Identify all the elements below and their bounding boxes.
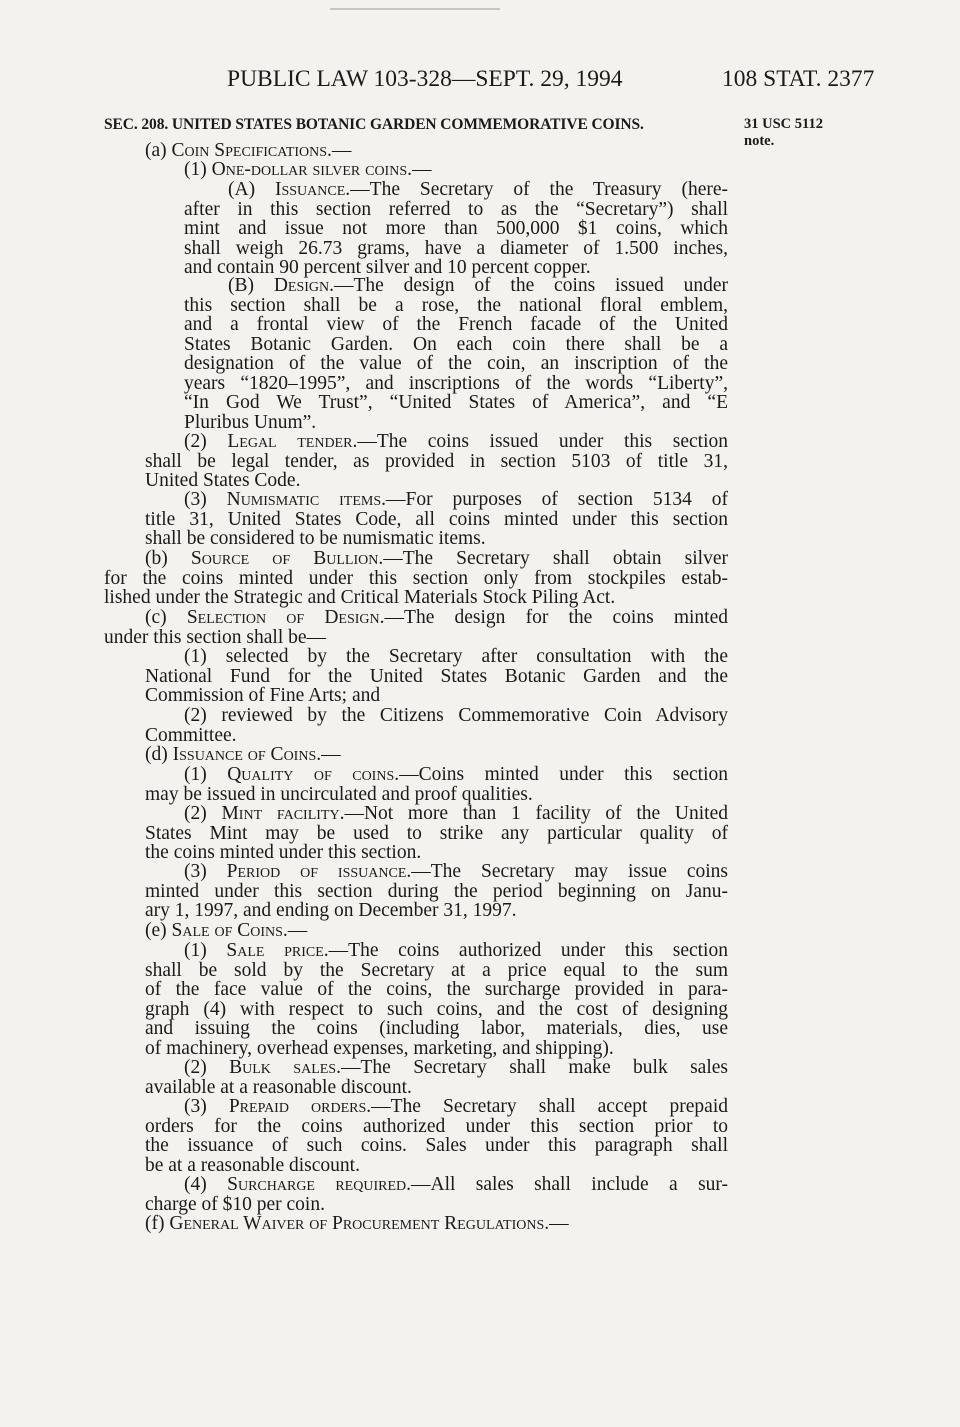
paragraph-caption: Design.— (273, 276, 354, 296)
paragraph-line: National Fund for the United States Botanic Garden and the (145, 666, 728, 687)
paragraph-caption: Issuance.— (274, 180, 370, 200)
marginal-note-line: 31 USC 5112 (744, 116, 823, 132)
paragraph-caption: Period of issuance.— (226, 862, 431, 882)
paragraph-first-line: (2) Bulk sales.—The Secretary shall make bulk sales (184, 1058, 728, 1078)
paragraph-line: minted under this section during the period beginning on Janu- (145, 881, 728, 902)
paragraph-line: States Mint may be used to strike any particular quality of (145, 823, 728, 844)
paragraph-first-line: (3) Numismatic items.—For purposes of section 5134 of (184, 490, 728, 510)
paragraph-line: States Botanic Garden. On each coin there shall be a (184, 334, 728, 355)
paragraph-caption: Sale of Coins.— (171, 920, 308, 941)
paragraph-caption: Mint facility.— (221, 804, 364, 824)
paragraph-first-line: (A) Issuance.—The Secretary of the Treasury (here- (228, 180, 728, 200)
paragraph-first-line: (3) Prepaid orders.—The Secretary shall accept prepaid (184, 1097, 728, 1117)
running-header-title: PUBLIC LAW 103-328—SEPT. 29, 1994 (227, 66, 623, 92)
paragraph-first-line: (1) One-dollar silver coins.— (184, 159, 432, 180)
paragraph-first-line: (1) Sale price.—The coins authorized under this section (184, 941, 728, 961)
paragraph-first-line: (e) Sale of Coins.— (145, 920, 308, 941)
marginal-note-line: note. (744, 133, 775, 149)
paragraph-caption: Sale price.— (226, 941, 349, 961)
paragraph-caption: Source of Bullion.— (190, 549, 403, 569)
paragraph-line: Pluribus Unum”. (184, 411, 317, 433)
paragraph-caption: Selection of Design.— (186, 608, 405, 628)
paragraph-line: orders for the coins authorized under this section prior to (145, 1116, 728, 1137)
paragraph-line: designation of the value of the coin, an inscription of the (184, 354, 728, 374)
paragraph-line: ary 1, 1997, and ending on December 31, 1997. (145, 900, 517, 921)
paragraph-line: for the coins minted under this section only from stockpiles estab- (104, 568, 728, 589)
paragraph-first-line: (f) General Waiver of Procurement Regulations.— (145, 1213, 569, 1234)
paragraph-line: and issuing the coins (including labor, materials, dies, use (145, 1019, 728, 1039)
paragraph-line: Committee. (145, 724, 237, 746)
section-heading: SEC. 208. UNITED STATES BOTANIC GARDEN COMMEMORATIVE COINS. (104, 116, 644, 133)
paragraph-line: this section shall be a rose, the national floral emblem, (184, 295, 728, 316)
paragraph-line: mint and issue not more than 500,000 $1 coins, which (184, 219, 728, 239)
marginal-note (744, 116, 823, 150)
paragraph-first-line: (a) Coin Specifications.— (145, 140, 352, 161)
scan-mark (330, 8, 500, 10)
paragraph-line: lished under the Strategic and Critical Materials Stock Piling Act. (104, 587, 616, 608)
paragraph-line: title 31, United States Code, all coins minted under this section (145, 509, 728, 530)
paragraph-line: may be issued in uncirculated and proof qualities. (145, 783, 533, 805)
paragraph-line: under this section shall be— (104, 626, 327, 648)
paragraph-first-line: (c) Selection of Design.—The design for the coins minted (145, 608, 728, 628)
paragraph-line: and a frontal view of the French facade of the United (184, 315, 728, 335)
paragraph-line: Commission of Fine Arts; and (145, 685, 381, 706)
paragraph-line: years “1820–1995”, and inscriptions of the words “Liberty”, (184, 373, 728, 394)
paragraph-line: United States Code. (145, 470, 301, 491)
paragraph-first-line: (1) selected by the Secretary after consultation with the (184, 647, 728, 667)
paragraph-line: after in this section referred to as the “Secretary”) shall (184, 199, 728, 220)
paragraph-caption: One-dollar silver coins.— (211, 159, 432, 180)
paragraph-line: of machinery, overhead expenses, marketing, and shipping). (145, 1037, 614, 1059)
paragraph-first-line: (1) Quality of coins.—Coins minted under this section (184, 765, 728, 785)
paragraph-first-line: (b) Source of Bullion.—The Secretary shall obtain silver (145, 549, 728, 569)
paragraph-caption: Legal tender.— (227, 432, 377, 452)
paragraph-line: shall weigh 26.73 grams, have a diameter of 1.500 inches, (184, 238, 728, 259)
paragraph-first-line: (4) Surcharge required.—All sales shall include a sur- (184, 1175, 728, 1195)
paragraph-line: “In God We Trust”, “United States of America”, and “E (184, 393, 728, 413)
paragraph-first-line: (2) reviewed by the Citizens Commemorative Coin Advisory (184, 706, 728, 726)
paragraph-line: be at a reasonable discount. (145, 1154, 360, 1176)
paragraph-first-line: (2) Mint facility.—Not more than 1 facility of the United (184, 804, 728, 824)
paragraph-line: shall be sold by the Secretary at a price equal to the sum (145, 960, 728, 981)
paragraph-line: shall be legal tender, as provided in section 5103 of title 31, (145, 451, 728, 472)
paragraph-caption: Coin Specifications.— (171, 140, 352, 161)
paragraph-caption: Prepaid orders.— (228, 1097, 391, 1117)
paragraph-caption: Numismatic items.— (226, 490, 406, 510)
paragraph-caption: Surcharge required.— (227, 1175, 431, 1195)
paragraph-line: and contain 90 percent silver and 10 percent copper. (184, 257, 591, 278)
paragraph-line: shall be considered to be numismatic items. (145, 528, 486, 549)
paragraph-caption: Bulk sales.— (229, 1058, 361, 1078)
paragraph-first-line: (B) Design.—The design of the coins issued under (228, 276, 728, 296)
paragraph-caption: Issuance of Coins.— (172, 744, 341, 765)
paragraph-first-line: (2) Legal tender.—The coins issued under this section (184, 432, 728, 452)
paragraph-line: the issuance of such coins. Sales under this paragraph shall (145, 1136, 728, 1156)
paragraph-first-line: (d) Issuance of Coins.— (145, 744, 341, 765)
paragraph-line: charge of $10 per coin. (145, 1193, 325, 1215)
paragraph-line: the coins minted under this section. (145, 842, 422, 863)
paragraph-line: available at a reasonable discount. (145, 1076, 412, 1098)
paragraph-first-line: (3) Period of issuance.—The Secretary may issue coins (184, 862, 728, 882)
running-header-page: 108 STAT. 2377 (722, 66, 875, 92)
paragraph-line: graph (4) with respect to such coins, and the cost of designing (145, 999, 728, 1020)
paragraph-caption: Quality of coins.— (227, 765, 419, 785)
paragraph-line: of the face value of the coins, the surcharge provided in para- (145, 980, 728, 1000)
paragraph-caption: General Waiver of Procurement Regulations.— (169, 1213, 569, 1234)
